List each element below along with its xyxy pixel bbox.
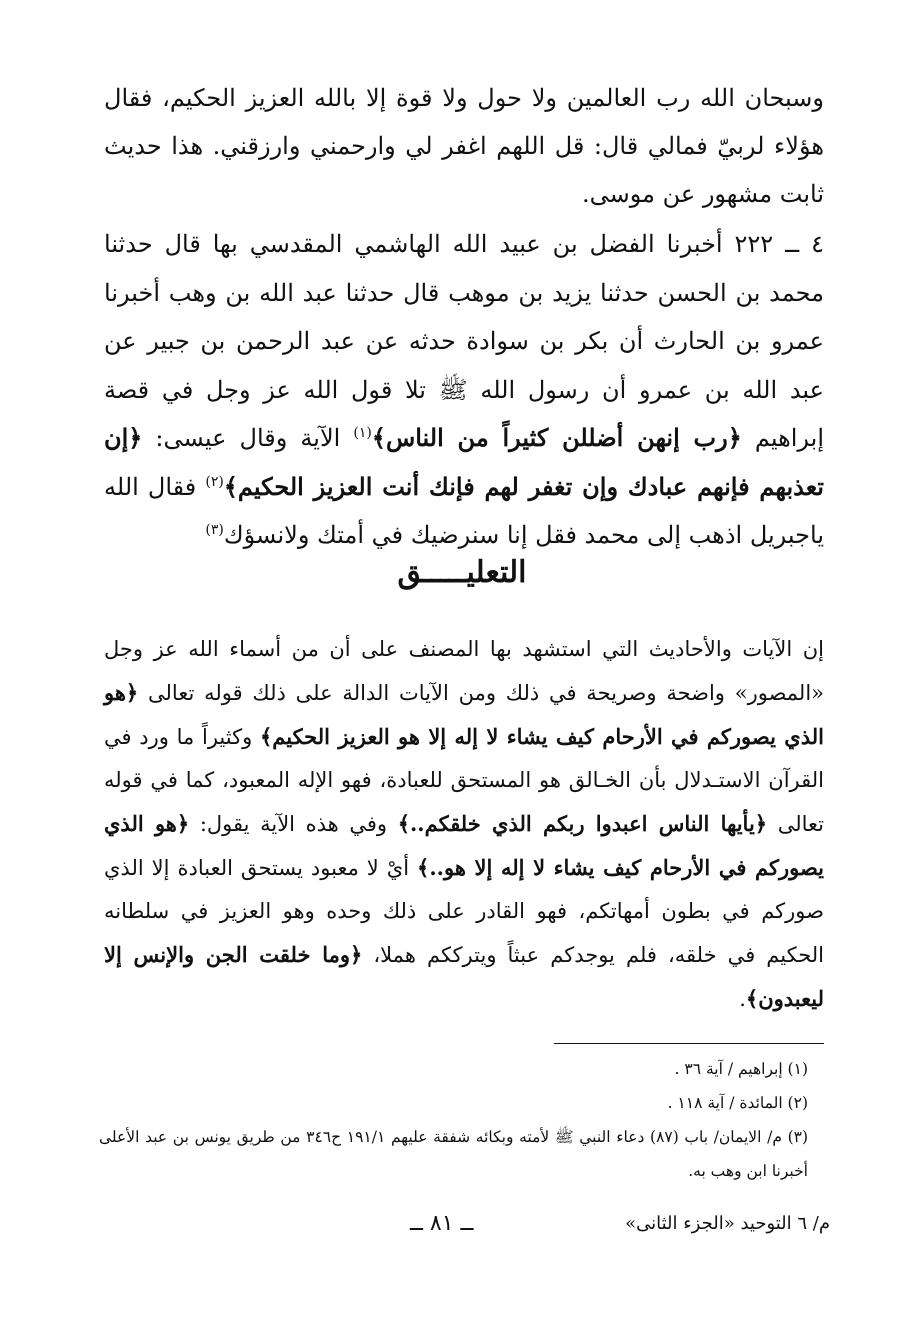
commentary-paragraph <box>104 628 824 1021</box>
quran-verse-1: ﴿هو الذي يصوركم في الأرحام كيف يشاء لا إله إلا هو العزيز الحكيم﴾ <box>104 680 824 749</box>
hadith-paragraph <box>104 220 824 560</box>
footnote-ref-3: (٣) <box>205 522 224 538</box>
page-footer <box>60 1204 830 1244</box>
hadith-number: ٤ ــ ٢٢٢ <box>734 230 824 258</box>
footnote-1: (١) إبراهيم / آية ٣٦ . <box>674 1060 808 1078</box>
footnote-3: (٣) م/ الايمان/ باب (٨٧) دعاء النبي ﷺ لأمته وبكائه شفقة عليهم ١٩١/١ ح٣٤٦ من طريق يونس بن عبد الأعلى أخبرنا ابن وهب به. <box>99 1128 809 1180</box>
footnote-2: (٢) المائدة / آية ١١٨ . <box>667 1094 808 1112</box>
commentary-text-4: أيْ لا معبود يستحق العبادة إلا الذي صوركم في بطون أمهاتكم، فهو القادر على ذلك وحده وهو العزيز في سلطانه الحكيم في خلقه، فلم يوجدكم عبثاً ويترككم هملا، <box>104 856 825 967</box>
section-heading: التعليـــــق <box>397 555 527 590</box>
running-title: م/ ٦ التوحيد «الجزء الثانى» <box>625 1213 830 1234</box>
commentary-text-5: . <box>739 987 746 1011</box>
quran-verse-2: ﴿يأيها الناس اعبدوا ربكم الذي خلقكم..﴾ <box>397 811 768 836</box>
hadith-text-a: أخبرنا الفضل بن عبيد الله الهاشمي المقدسي بها قال حدثنا محمد بن الحسن حدثنا يزيد بن موهب قال حدثنا عبد الله بن وهب أخبرنا عمرو بن الحارث أن بكر بن سوادة حدثه عن عبد الرحمن بن جبير عن عبد الله بن عمرو أن رسول الله ﷺ تلا قول الله عز وجل في قصة إبراهيم <box>104 230 825 452</box>
footnote-divider <box>554 1043 824 1044</box>
quran-verse-4: ﴿وما خلقت الجن والإنس إلا ليعبدون﴾ <box>104 942 824 1011</box>
quran-verse-maidah: ﴿إن تعذبهم فإنهم عبادك وإن تغفر لهم فإنك أنت العزيز الحكيم﴾ <box>104 423 824 501</box>
commentary-text-2: وكثيراً ما ورد في القرآن الاستـدلال بأن الخـالق هو المستحق للعبادة، فهو الإله المعبود، كما في قوله تعالى <box>104 725 824 836</box>
paragraph-sahabah-hadith-end: وسبحان الله رب العالمين ولا حول ولا قوة إلا بالله العزيز الحكيم، فقال هؤلاء لربيّ فمالي قال: قل اللهم اغفر لي وارحمني وارزقني. هذا حديث ثابت مشهور عن موسى. <box>104 84 824 208</box>
footnote-ref-2: (٢) <box>205 473 224 490</box>
hadith-text-c: فقال الله ياجبريل اذهب إلى محمد فقل إنا سنرضيك في أمتك ولانسؤك <box>104 472 824 549</box>
commentary-text-1: إن الآيات والأحاديث التي استشهد بها المصنف على أن من أسماء الله عز وجل «المصور» واضحة وصريحة في ذلك ومن الآيات الدالة على ذلك قوله تعالى <box>104 637 824 705</box>
footnote-ref-1: (١) <box>353 425 372 441</box>
footnotes <box>99 1052 824 1188</box>
quran-verse-3: ﴿هو الذي يصوركم في الأرحام كيف يشاء لا إله إلا هو..﴾ <box>104 811 824 880</box>
commentary-text-3: وفي هذه الآية يقول: <box>189 812 398 836</box>
hadith-text-b: الآية وقال عيسى: <box>142 424 354 452</box>
quran-verse-ibrahim: ﴿رب إنهن أضللن كثيراً من الناس﴾ <box>371 423 742 452</box>
page-number: ــ ٨١ ــ <box>410 1211 474 1236</box>
